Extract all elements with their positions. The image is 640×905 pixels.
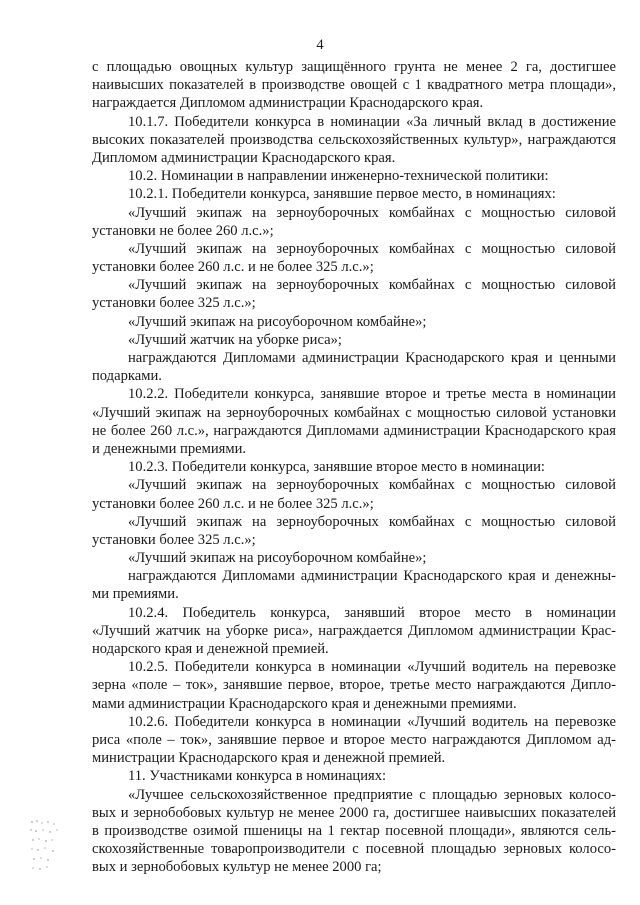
text-line: «Лучший экипаж на зерноуборочных комбайнах с мощностью силовой установки: [92, 404, 616, 421]
text-line: установки более 325 л.с.»;: [92, 295, 256, 312]
text-line: «Лучший экипаж на зерноуборочных комбайнах с мощностью силовой: [128, 240, 616, 257]
document-body: [92, 58, 616, 876]
text-line: установки не более 260 л.с.»;: [92, 222, 274, 239]
text-line: установки более 260 л.с. и не более 325 л.с.»;: [92, 495, 374, 512]
text-line: зерна «поле – ток», занявшие первое, второе, третье место награждаются Дипло-: [92, 677, 616, 694]
text-line: «Лучший экипаж на зерноуборочных комбайнах с мощностью силовой: [128, 513, 616, 530]
text-line: наивысших показателей в производстве овощей с 1 квадратного метра площади»,: [92, 77, 616, 94]
text-line: мами администрации Краснодарского края и денежными премиями.: [92, 695, 517, 712]
text-line: 10.2.6. Победители конкурса в номинации «Лучший водитель на перевозке: [128, 713, 616, 730]
text-line: «Лучший жатчик на уборке риса»;: [128, 331, 342, 348]
text-line: 10.2.5. Победители конкурса в номинации «Лучший водитель на перевозке: [128, 659, 616, 676]
text-line: подарками.: [92, 368, 162, 385]
text-line: Дипломом администрации Краснодарского края.: [92, 149, 396, 166]
text-line: 10.2.2. Победители конкурса, занявшие второе и третье места в номинации: [128, 386, 616, 403]
text-line: нодарского края и денежной премией.: [92, 641, 329, 657]
text-line: 11. Участниками конкурса в номинациях:: [128, 768, 387, 785]
text-line: награждаются Дипломами администрации Краснодарского края и ценными: [128, 350, 616, 366]
text-line: вых и зернобобовых культур не менее 2000 га;: [92, 859, 382, 876]
text-line: скохозяйственные товаропроизводители с посевной площадью зерновых колосо-: [92, 841, 616, 858]
text-line: «Лучший экипаж на зерноуборочных комбайнах с мощностью силовой: [128, 477, 616, 494]
text-line: установки более 260 л.с. и не более 325 л.с.»;: [92, 259, 374, 276]
text-line: высоких показателей производства сельскохозяйственных культур», награждаются: [92, 131, 616, 148]
text-line: министрации Краснодарского края и денежной премией.: [92, 750, 446, 767]
text-line: «Лучшее сельскохозяйственное предприятие с площадью зерновых колосо-: [128, 786, 616, 803]
page-number: 4: [316, 37, 324, 53]
text-line: «Лучший экипаж на зерноуборочных комбайнах с мощностью силовой: [128, 277, 616, 294]
text-line: 10.2.1. Победители конкурса, занявшие первое место, в номинациях:: [128, 186, 556, 203]
text-line: «Лучший экипаж на рисоуборочном комбайне»;: [128, 313, 427, 330]
text-line: «Лучший экипаж на рисоуборочном комбайне»;: [128, 550, 427, 567]
text-line: 10.2.3. Победители конкурса, занявшие второе место в номинации:: [128, 459, 545, 476]
text-line: вых и зернобобовых культур не менее 2000 га, достигшее наивысших показателей: [92, 804, 616, 821]
text-line: ми премиями.: [92, 586, 179, 603]
text-line: риса «поле – ток», занявшие первое и второе место награждаются Дипломом ад-: [92, 731, 616, 748]
margin-scribble-mark: [28, 818, 64, 874]
text-line: награждаются Дипломами администрации Краснодарского края и денежны-: [128, 568, 616, 585]
text-line: в производстве озимой пшеницы на 1 гектар посевной площади», являются сель-: [92, 822, 616, 839]
text-line: с площадью овощных культур защищённого грунта не менее 2 га, достигшее: [92, 59, 616, 75]
text-line: 10.1.7. Победители конкурса в номинации «За личный вклад в достижение: [128, 113, 616, 130]
text-line: награждается Дипломом администрации Краснодарского края.: [92, 95, 484, 112]
text-line: установки более 325 л.с.»;: [92, 531, 256, 548]
text-line: и денежными премиями.: [92, 440, 247, 457]
text-line: «Лучший жатчик на уборке риса», награждается Дипломом администрации Крас-: [92, 622, 616, 639]
text-line: 10.2. Номинации в направлении инженерно-технической политики:: [128, 168, 549, 185]
text-line: не более 260 л.с.», награждаются Дипломами администрации Краснодарского края: [92, 422, 616, 439]
text-line: 10.2.4. Победитель конкурса, занявший второе место в номинации: [128, 604, 616, 621]
text-line: «Лучший экипаж на зерноуборочных комбайнах с мощностью силовой: [128, 204, 616, 221]
